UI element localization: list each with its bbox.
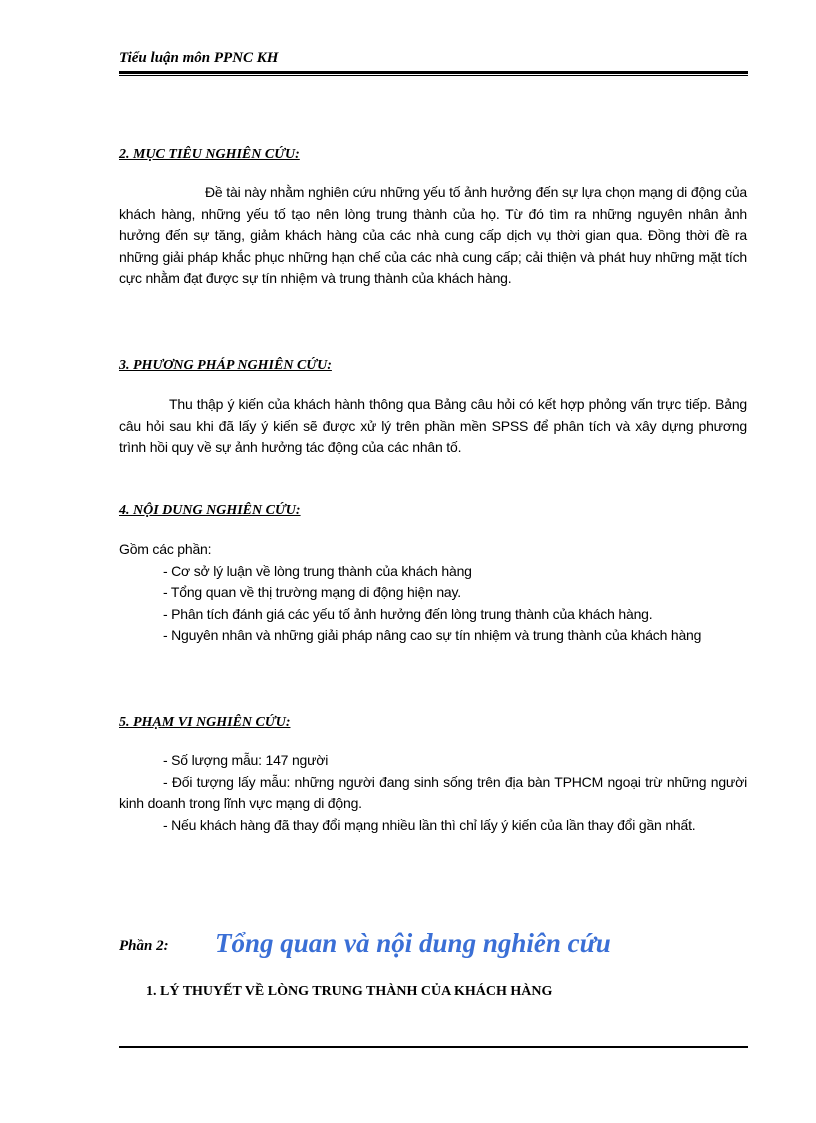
section-2-title: MỤC TIÊU NGHIÊN CỨU: bbox=[133, 147, 300, 162]
section-2-paragraph: Đề tài này nhằm nghiên cứu những yếu tố ảnh hưởng đến sự lựa chọn mạng di động của khách hàng, những yếu tố tạo nên lòng trung thành của họ. Từ đó tìm ra những nguyên nhân ảnh hưởng đến sự tăng, giảm khách hàng của các nhà cung cấp dịch vụ thời gian qua. Đồng thời đề ra những giải pháp khắc phục những hạn chế của các nhà cung cấp; cải thiện và phát huy những mặt tích cực nhằm đạt được sự tín nhiệm và trung thành của khách hàng. bbox=[119, 184, 747, 286]
section-2-number: 2. bbox=[119, 147, 130, 162]
section-3-paragraph: Thu thập ý kiến của khách hành thông qua Bảng câu hỏi có kết hợp phỏng vấn trực tiếp. Bảng câu hỏi sau khi đã lấy ý kiến sẽ được xử lý trên phần mền SPSS để phân tích và xây dựng phương trình hồi quy về sự ảnh hưởng tác động của các nhân tố. bbox=[119, 396, 747, 455]
section-3-heading bbox=[119, 358, 332, 374]
list-item: - Số lượng mẫu: 147 người bbox=[163, 752, 329, 768]
part-2-section-1-heading: 1. LÝ THUYẾT VỀ LÒNG TRUNG THÀNH CỦA KHÁCH HÀNG bbox=[146, 984, 553, 999]
list-item: - Phân tích đánh giá các yếu tố ảnh hưởng đến lòng trung thành của khách hàng. bbox=[163, 605, 653, 622]
list-item: - Đối tượng lấy mẫu: những người đang sinh sống trên địa bàn TPHCM ngoại trừ những người kinh doanh trong lĩnh vực mạng di động. bbox=[119, 773, 747, 811]
section-3-number: 3. bbox=[119, 358, 130, 373]
running-header-title: Tiểu luận môn PPNC KH bbox=[119, 50, 279, 66]
section-3-body bbox=[119, 394, 747, 459]
part-2-heading bbox=[119, 928, 759, 964]
section-5-heading bbox=[119, 715, 290, 731]
section-5-number: 5. bbox=[119, 715, 130, 730]
list-item: - Nếu khách hàng đã thay đổi mạng nhiều lần thì chỉ lấy ý kiến của lần thay đổi gần nhất. bbox=[163, 816, 696, 833]
section-2-body bbox=[119, 182, 747, 290]
section-3-title: PHƯƠNG PHÁP NGHIÊN CỨU: bbox=[133, 358, 332, 373]
section-4-heading bbox=[119, 503, 301, 519]
list-item: - Nguyên nhân và những giải pháp nâng cao sự tín nhiệm và trung thành của khách hàng bbox=[163, 627, 702, 643]
header-rule bbox=[119, 71, 748, 76]
part-2-label: Phần 2: bbox=[119, 938, 169, 954]
section-2-heading bbox=[119, 147, 300, 163]
footer-rule bbox=[119, 1046, 748, 1048]
section-4-list bbox=[119, 539, 747, 647]
section-4-number: 4. bbox=[119, 503, 130, 518]
section-4-intro: Gồm các phần: bbox=[119, 541, 212, 557]
part-2-title: Tổng quan và nội dung nghiên cứu bbox=[215, 928, 611, 958]
list-item: - Cơ sở lý luận về lòng trung thành của khách hàng bbox=[163, 562, 472, 579]
list-item: - Tổng quan về thị trường mạng di động hiện nay. bbox=[163, 584, 461, 600]
section-5-list bbox=[119, 750, 747, 836]
section-5-title: PHẠM VI NGHIÊN CỨU: bbox=[133, 715, 291, 730]
section-4-title: NỘI DUNG NGHIÊN CỨU: bbox=[133, 503, 301, 518]
